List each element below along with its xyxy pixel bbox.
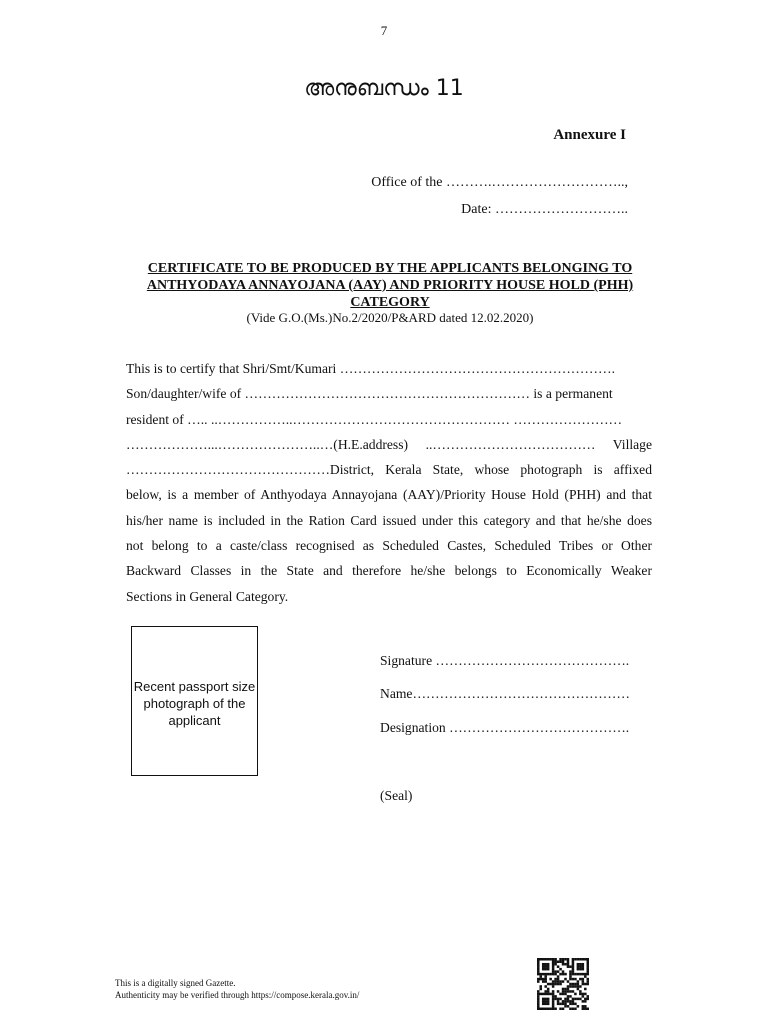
body-line: Backward Classes in the State and therefore he/she belongs to Economically Weaker xyxy=(126,563,652,579)
certificate-heading xyxy=(128,260,652,311)
certificate-body xyxy=(126,356,652,609)
heading-line: ANTHYODAYA ANNAYOJANA (AAY) AND PRIORITY HOUSE HOLD (PHH) xyxy=(146,278,634,293)
body-line: This is to certify that Shri/Smt/Kumari ……………………………………………………. xyxy=(126,361,615,376)
footer-note xyxy=(115,977,359,1001)
body-line: Son/daughter/wife of ……………………………………………………… is a permanent xyxy=(126,386,613,402)
government-order-reference: (Vide G.O.(Ms.)No.2/2020/P&ARD dated 12.02.2020) xyxy=(246,310,534,325)
body-line: resident of ….. ..……………..………………………………………… …………………… xyxy=(126,411,623,427)
footer-line: Authenticity may be verified through https://compose.kerala.gov.in/ xyxy=(115,990,360,1000)
qr-code-graphic xyxy=(537,958,589,1010)
heading-line: CATEGORY xyxy=(350,295,430,310)
footer-line: This is a digitally signed Gazette. xyxy=(115,978,236,988)
page-number: 7 xyxy=(380,23,388,38)
body-line: his/her name is included in the Ration Card issued under this category and that he/she does xyxy=(126,512,652,528)
seal-label: (Seal) xyxy=(380,788,413,803)
date-line: Date: ……………………….. xyxy=(461,202,628,217)
designation-line: Designation …………………………………. xyxy=(380,720,630,735)
body-line: ………………...…………………..…(H.E.address) ..……………………………… Village xyxy=(126,436,652,452)
name-line: Name………………………………………… xyxy=(380,686,630,701)
body-line: below, is a member of Anthyodaya Annayojana (AAY)/Priority House Hold (PHH) and that xyxy=(126,487,652,503)
body-line: not belong to a caste/class recognised as Scheduled Castes, Scheduled Tribes or Other xyxy=(126,538,652,554)
photo-box-label: Recent passport size photograph of the applicant xyxy=(133,679,256,728)
appendix-title: അനുബന്ധം 11 xyxy=(304,76,464,101)
body-line: ………………………………………District, Kerala State, whose photograph is affixed xyxy=(126,462,652,478)
signature-line: Signature ……………………………………. xyxy=(380,653,630,668)
body-line: Sections in General Category. xyxy=(126,588,289,604)
photo-placeholder-box xyxy=(131,626,258,776)
qr-code-icon xyxy=(537,958,589,1010)
annexure-label: Annexure I xyxy=(553,127,626,143)
heading-line: CERTIFICATE TO BE PRODUCED BY THE APPLICANTS BELONGING TO xyxy=(147,261,633,276)
office-line: Office of the ……….……………………….., xyxy=(371,175,628,190)
